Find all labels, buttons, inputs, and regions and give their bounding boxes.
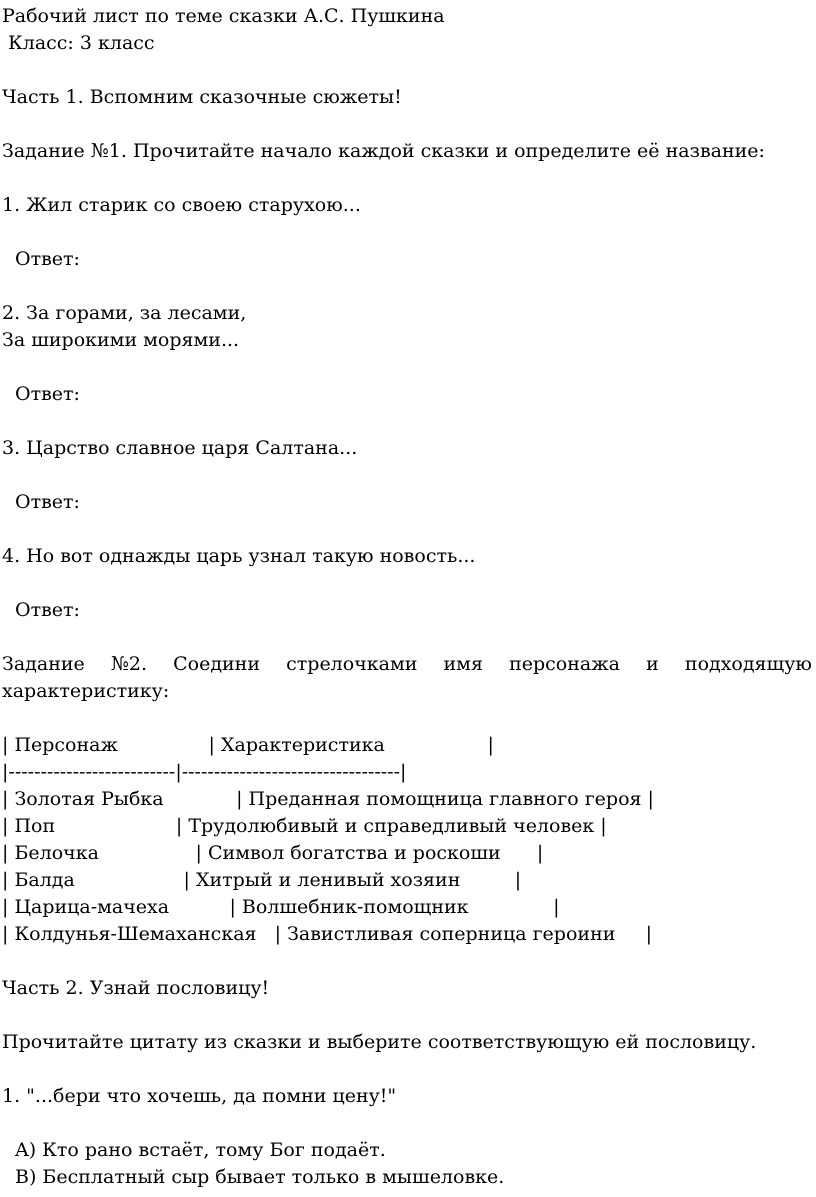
table-header-row: | Персонаж | Характеристика | [2,734,494,756]
task2-title-word: подходящую [684,653,812,675]
task1-title: Задание №1. Прочитайте начало каждой сказки и определите её название: [2,140,765,162]
answer-label-3: Ответ: [15,491,80,513]
table-row: | Царица-мачеха | Волшебник-помощник | [2,896,560,918]
task1-item-4: 4. Но вот однажды царь узнал такую новость... [2,545,476,567]
worksheet-title: Рабочий лист по теме сказки А.С. Пушкина [2,5,445,27]
part2-instruction: Прочитайте цитату из сказки и выберите соответствующую ей пословицу. [2,1031,757,1053]
task2-title-word: Соедини [173,653,261,675]
task2-title-word: имя [443,653,483,675]
task2-title-word: персонажа [509,653,621,675]
option-a: A) Кто рано встаёт, тому Бог подаёт. [15,1139,386,1161]
table-row: | Белочка | Символ богатства и роскоши | [2,842,544,864]
table-separator-row: |--------------------------|----------------------------------| [2,761,407,783]
answer-label-1: Ответ: [15,248,80,270]
answer-label-4: Ответ: [15,599,80,621]
task2-title-continuation: характеристику: [2,680,170,702]
table-row: | Колдунья-Шемаханская | Завистливая соперница героини | [2,923,652,945]
table-row: | Балда | Хитрый и ленивый хозяин | [2,869,522,891]
answer-label-2: Ответ: [15,383,80,405]
task1-item-2-line-2: За широкими морями... [2,329,240,351]
task2-title-row [2,651,812,678]
task2-title-word: стрелочками [286,653,418,675]
task2-title-word: Задание [2,653,85,675]
task2-title-word: и [646,653,659,675]
task1-item-1: 1. Жил старик со своею старухою... [2,194,361,216]
task1-item-2-line-1: 2. За горами, за лесами, [2,302,247,324]
table-row: | Золотая Рыбка | Преданная помощница главного героя | [2,788,654,810]
option-b: B) Бесплатный сыр бывает только в мышеловке. [15,1166,505,1188]
task2-title-word: №2. [110,653,147,675]
task1-item-3: 3. Царство славное царя Салтана... [2,437,358,459]
part2-quote: 1. "...бери что хочешь, да помни цену!" [2,1085,397,1107]
class-line: Класс: 3 класс [2,32,155,54]
table-row: | Поп | Трудолюбивый и справедливый человек | [2,815,607,837]
part1-title: Часть 1. Вспомним сказочные сюжеты! [2,86,402,108]
part2-title: Часть 2. Узнай пословицу! [2,977,270,999]
